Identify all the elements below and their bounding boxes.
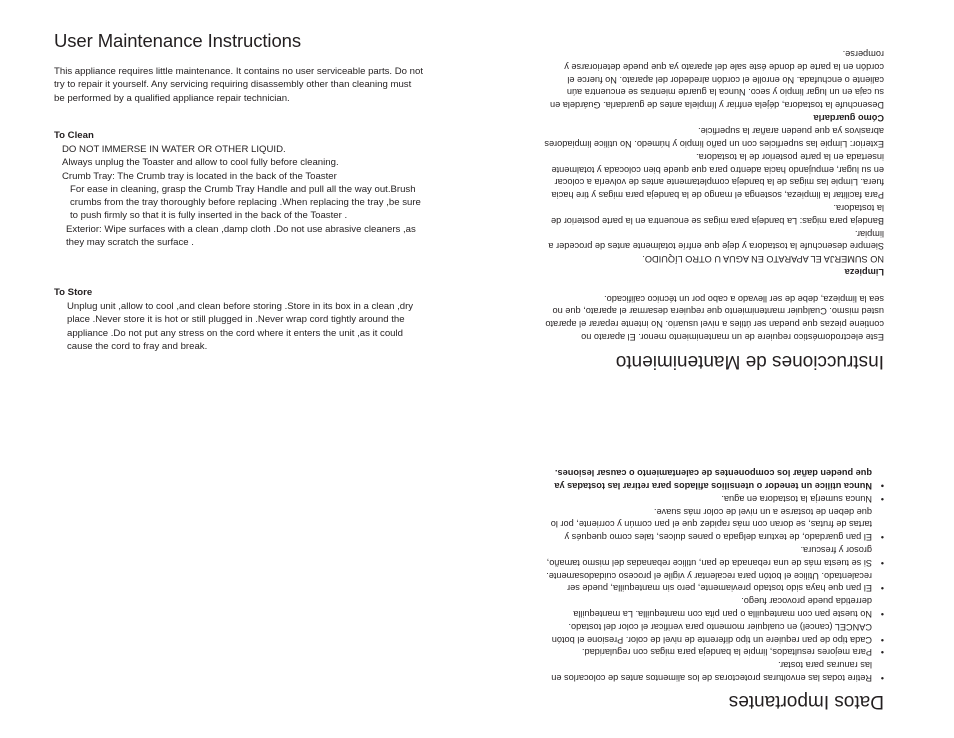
to-clean-heading: To Clean bbox=[54, 130, 94, 141]
immerse-warning: DO NOT IMMERSE IN WATER OR OTHER LIQUID. bbox=[62, 144, 286, 155]
list-item: • Retire todas las envolturas protectoras de los alimentos antes de colocarlos en las ranuras para tostar. bbox=[542, 658, 872, 684]
limpieza-exterior: Exterior: Limpie las superficies con un paño limpio y húmedo. No utilice limpiadores abrasivos ya que pueden arañar la superficie. bbox=[544, 126, 884, 150]
crumb-tray-info: Crumb Tray: The Crumb tray is located in the back of the Toaster bbox=[62, 170, 337, 182]
to-clean-section bbox=[54, 129, 424, 249]
instrucciones-intro: Este electrodoméstico requiere de un mantenimiento menor. El aparato no contiene piezas que puedan ser útiles a nivel usuario. No intente reparar el aparato usted mismo. Cualquier mantenimiento que requiera desarmar el aparato, que no sea la limpieza, debe de ser llevado a cabo por un técnico calificado. bbox=[545, 293, 884, 342]
guardarla-section bbox=[544, 47, 884, 124]
limpieza-bandeja: Bandeja para migas: La bandeja para migas se encuentra en la parte posterior de la tostadora. bbox=[550, 203, 884, 226]
list-item: • Si se tuesta más de una rebanada de pan, utilice rebanadas del mismo tamaño, grosor y frescura. bbox=[542, 543, 872, 569]
list-item: • El pan que haya sido tostado previamente, pero sin mantequilla, puede ser recalentado. Utilice el botón para recalentar y vigile el proceso cuidadosamente. bbox=[542, 569, 872, 595]
guardarla-text: Desenchufe la tostadora, déjela enfriar y límpiela antes de guardarla. Guárdela en su caja en un lugar limpio y seco. Nunca la guarde mientras se encuentra aún caliente o enchufada. No enrolle el cordón alrededor del aparato. No fuerce el cordón en la parte de donde éste sale del aparato ya que puede deteriorarse y romperse. bbox=[549, 49, 884, 111]
limpieza-warning: NO SUMERJA EL APARATO EN AGUA U OTRO LÍQUIDO. bbox=[642, 254, 884, 265]
guardarla-heading: Cómo guardarla bbox=[813, 113, 884, 123]
limpieza-facilitar: Para facilitar la limpieza, sostenga el mango de la bandeja para migas y tire hacia fuera. Limpie las migas de la bandeja completamente antes de volverla a colocar en su lugar, empujando hacia adentro para que quede bien colocada y totalmente insertada en la parte posterior de la tostadora. bbox=[551, 151, 884, 201]
list-item: • El pan guardado, de textura delgada o panes dulces, tales como quequés y tartas de frutas, se doran con más rapidez que el pan común y corriente, por lo que deben de tostarse a un nivel de color más suave. bbox=[542, 505, 872, 543]
limpieza-section bbox=[544, 124, 884, 278]
unplug-instruction: Always unplug the Toaster and allow to cool fully before cleaning. bbox=[62, 157, 339, 169]
list-item: • Para mejores resultados, limpie la bandeja para migas con regularidad. bbox=[542, 646, 872, 659]
datos-importantes-list bbox=[542, 466, 884, 684]
page-title: User Maintenance Instructions bbox=[54, 30, 301, 51]
list-item: • Nunca sumerja la tostadora en agua. bbox=[542, 492, 872, 505]
to-store-text: Unplug unit ,allow to cool ,and clean before storing .Store in its box in a clean ,dry place .Never store it is hot or still plugged in .Never wrap cord tightly around the appliance .Do not put any stress on the cord where it enters the unit ,as it could cause the cord to fray and break. bbox=[67, 301, 414, 352]
instrucciones-title: Instrucciones de Mantenimiento bbox=[615, 351, 884, 372]
crumb-tray-cleaning: For ease in cleaning, grasp the Crumb Tray Handle and pull all the way out.Brush crumbs from the tray thoroughly before replacing .When replacing the tray ,be sure to push firmly so that it is fully inserted in the back of the Toaster . bbox=[70, 183, 421, 222]
list-item-warning: • Nunca utilice un tenedor o utensilios afilados para retirar las tostadas ya que pueden dañar los componentes de calentamiento o causar lesiones. bbox=[542, 466, 872, 492]
spanish-page bbox=[477, 0, 954, 738]
to-store-heading: To Store bbox=[54, 287, 93, 298]
intro-paragraph: This appliance requires little maintenance. It contains no user serviceable parts. Do not try to repair it yourself. Any servicing requiring disassembly other than cleaning must be performed by a qualified appliance repair technician. bbox=[54, 66, 424, 104]
datos-importantes-title: Datos Importantes bbox=[728, 691, 884, 712]
list-item: • No tueste pan con mantequilla o pan pita con mantequilla. La mantequilla derretida puede provocar fuego. bbox=[542, 594, 872, 620]
limpieza-heading: Limpieza bbox=[844, 267, 884, 277]
list-item: • Cada tipo de pan requiere un tipo diferente de nivel de color. Presione el botón CANCEL (cancel) en cualquier momento para verificar el color del tostado. bbox=[542, 620, 872, 646]
limpieza-unplug: Siempre desenchufe la tostadora y deje que enfríe totalmente antes de proceder a limpiar. bbox=[548, 228, 884, 252]
exterior-cleaning: Exterior: Wipe surfaces with a clean ,damp cloth .Do not use abrasive cleaners ,as they may scratch the surface . bbox=[66, 223, 416, 249]
to-store-section bbox=[54, 286, 424, 353]
rotated-spanish-content bbox=[477, 0, 954, 738]
